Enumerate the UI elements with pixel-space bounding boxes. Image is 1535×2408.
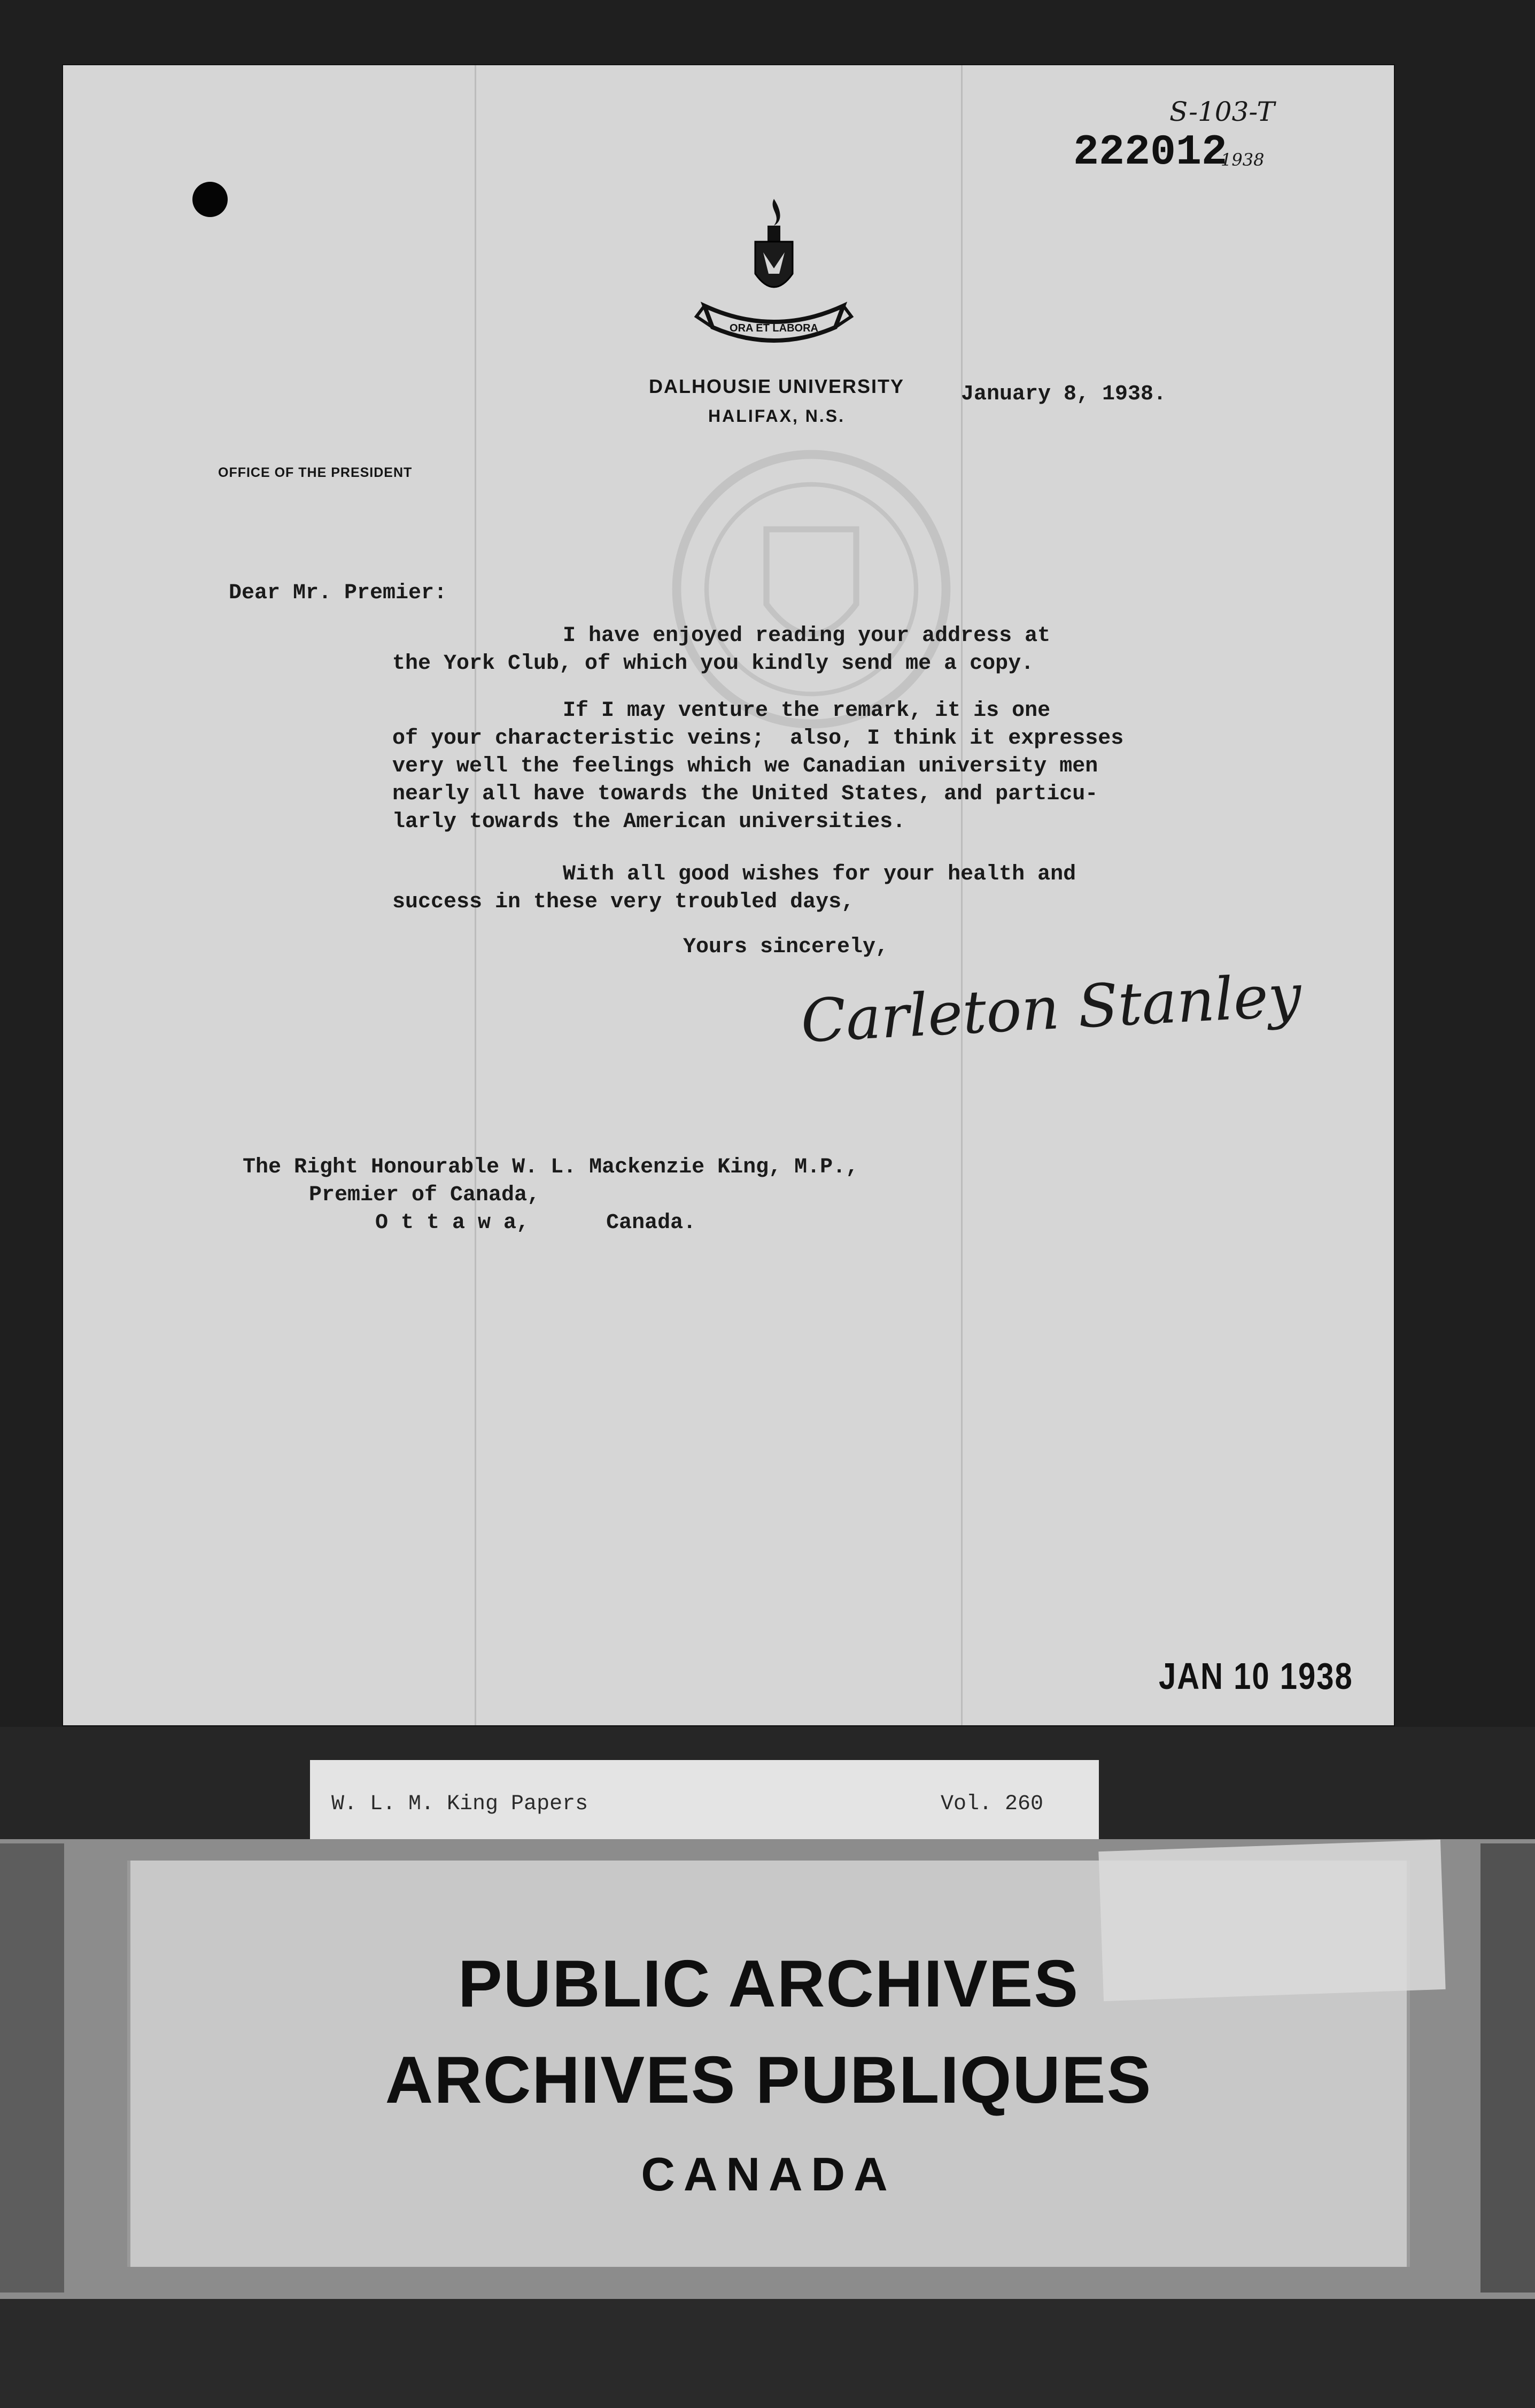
fold-line: [961, 65, 963, 1725]
addressee-line: The Right Honourable W. L. Mackenzie King, M.P.,: [243, 1155, 859, 1179]
folder-edge-left: [0, 1843, 64, 2293]
punch-hole: [192, 182, 228, 217]
crest-motto: ORA ET LABORA: [730, 322, 818, 334]
signature: Carleton Stanley: [799, 961, 1303, 1056]
file-number: 222012: [1073, 128, 1228, 177]
handwritten-reference: S-103-T: [1169, 96, 1275, 127]
received-stamp: JAN 10 1938: [1159, 1655, 1353, 1697]
handwritten-year: 1938: [1221, 150, 1265, 170]
archive-country: CANADA: [641, 2148, 896, 2201]
addressee-line: Premier of Canada,: [309, 1183, 540, 1207]
closing: Yours sincerely,: [683, 935, 889, 959]
university-crest-icon: [694, 194, 854, 370]
paragraph2-line: nearly all have towards the United States, and particu-: [392, 782, 1098, 806]
letter-page: [63, 65, 1394, 1725]
letterhead-institution: DALHOUSIE UNIVERSITY: [648, 375, 905, 397]
letter-date: January 8, 1938.: [961, 382, 1167, 406]
salutation: Dear Mr. Premier:: [229, 581, 447, 605]
folder-edge-right: [1480, 1843, 1535, 2293]
paragraph3-line: success in these very troubled days,: [392, 890, 855, 914]
paragraph1-line: I have enjoyed reading your address at: [563, 624, 1051, 648]
watermark-crest-icon: [662, 439, 961, 739]
volume-number: Vol. 260: [941, 1792, 1044, 1816]
paragraph1-line: the York Club, of which you kindly send me a copy.: [392, 652, 1034, 676]
collection-name: W. L. M. King Papers: [331, 1792, 588, 1816]
tape-piece: [1098, 1840, 1445, 2001]
archive-title-fr: ARCHIVES PUBLIQUES: [385, 2043, 1152, 2117]
archive-title-en: PUBLIC ARCHIVES: [458, 1947, 1080, 2021]
letterhead-city: HALIFAX, N.S.: [708, 406, 845, 426]
paragraph2-line: very well the feelings which we Canadian university men: [392, 754, 1098, 778]
letterhead-office: OFFICE OF THE PRESIDENT: [218, 465, 413, 480]
addressee-line: O t t a w a, Canada.: [375, 1211, 696, 1235]
paragraph2-line: If I may venture the remark, it is one: [563, 699, 1051, 723]
bottom-border: [0, 2299, 1535, 2408]
paragraph2-line: of your characteristic veins; also, I think it expresses: [392, 727, 1124, 751]
paragraph3-line: With all good wishes for your health and: [563, 862, 1076, 886]
paragraph2-line: larly towards the American universities.: [392, 810, 906, 834]
